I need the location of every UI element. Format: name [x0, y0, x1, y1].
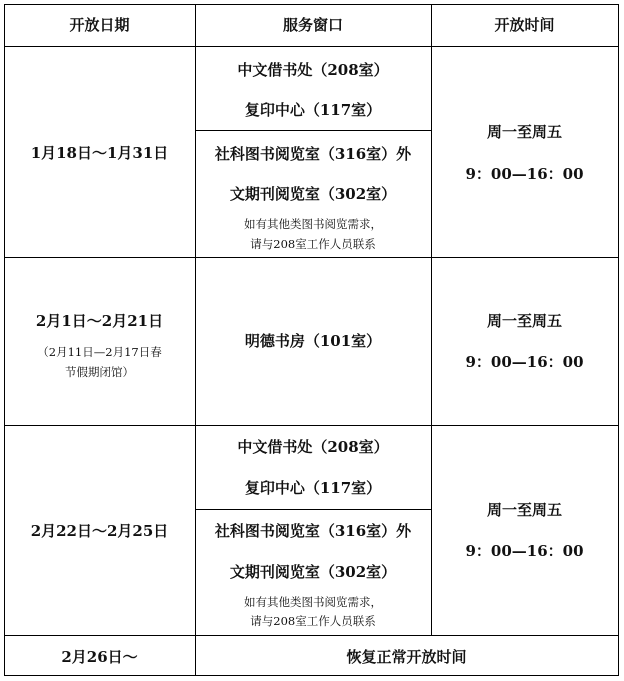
row-divider [4, 425, 619, 426]
period1-hours: 9：00—16：00 [465, 165, 584, 183]
table-border-top [4, 4, 619, 5]
table-border-right [618, 4, 619, 676]
row-divider [4, 635, 619, 636]
period4-note: 恢复正常开放时间 [346, 648, 467, 666]
period1-window-b2: 文期刊阅览室（302室） [229, 185, 397, 203]
period3-date: 2月22日～2月25日 [30, 522, 169, 540]
period2-closure-note: 节假期闭馆） [65, 365, 134, 379]
period4-date: 2月26日～ [61, 648, 138, 666]
period1-note: 如有其他类图书阅览需求， [244, 217, 382, 231]
period3-note: 请与208室工作人员联系 [250, 614, 376, 628]
period1-date: 1月18日～1月31日 [30, 144, 169, 162]
table-border-left [4, 4, 5, 676]
row-divider [195, 130, 431, 131]
period1-days: 周一至周五 [486, 123, 562, 141]
period3-window-b2: 文期刊阅览室（302室） [229, 563, 397, 581]
period3-window-a1: 中文借书处（208室） [237, 438, 389, 456]
period1-note: 请与208室工作人员联系 [250, 237, 376, 251]
period2-closure-note: （2月11日—2月17日春 [37, 345, 162, 359]
period2-days: 周一至周五 [486, 312, 562, 330]
row-divider [4, 257, 619, 258]
schedule-table [4, 4, 619, 676]
header-open-hours: 开放时间 [494, 16, 555, 34]
period2-hours: 9：00—16：00 [465, 353, 584, 371]
header-service-window: 服务窗口 [282, 16, 343, 34]
period1-window-a1: 中文借书处（208室） [237, 61, 389, 79]
table-border-bottom [4, 675, 619, 676]
period3-days: 周一至周五 [486, 501, 562, 519]
header-divider [4, 46, 619, 47]
period3-note: 如有其他类图书阅览需求， [244, 595, 382, 609]
header-open-date: 开放日期 [69, 16, 130, 34]
period3-hours: 9：00—16：00 [465, 542, 584, 560]
period2-window: 明德书房（101室） [244, 332, 382, 350]
period3-window-b1: 社科图书阅览室（316室）外 [214, 522, 412, 540]
row-divider [195, 509, 431, 510]
period3-window-a2: 复印中心（117室） [244, 479, 382, 497]
period1-window-a2: 复印中心（117室） [244, 101, 382, 119]
period1-window-b1: 社科图书阅览室（316室）外 [214, 145, 412, 163]
period2-date: 2月1日～2月21日 [35, 312, 164, 330]
